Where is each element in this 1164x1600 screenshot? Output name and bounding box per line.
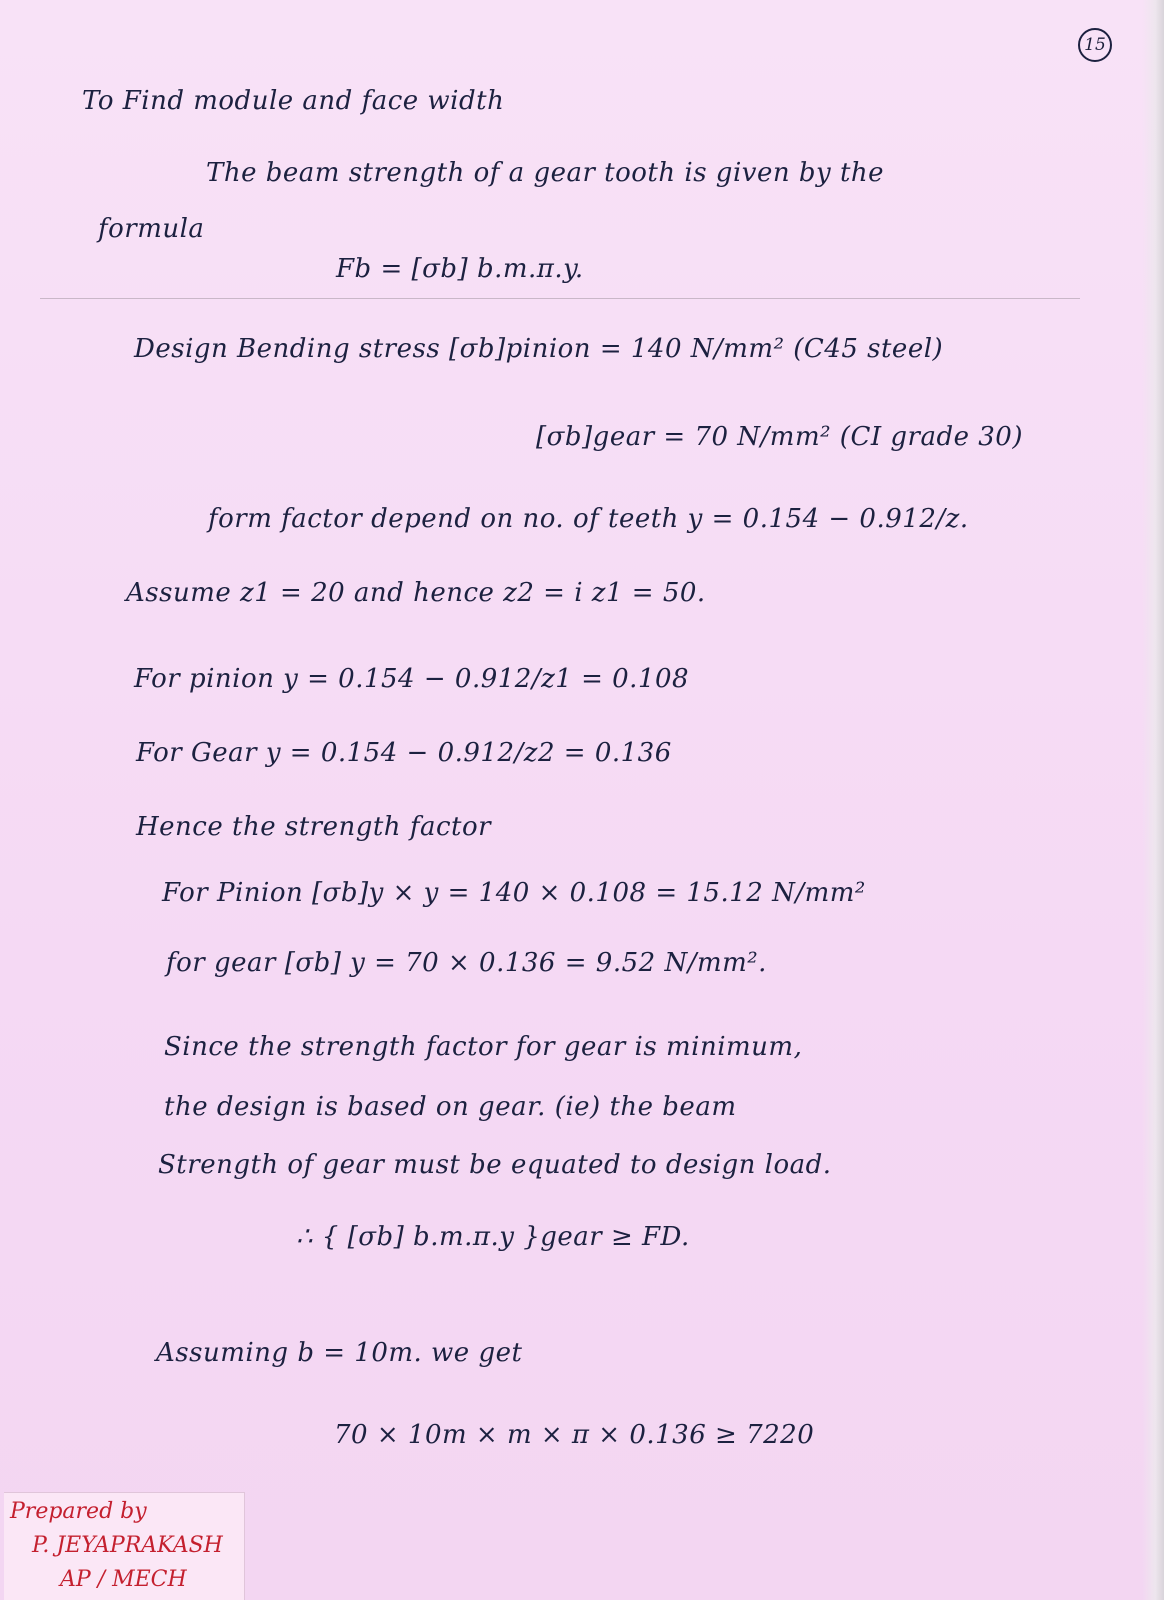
text-line: For Gear y = 0.154 − 0.912/z2 = 0.136 xyxy=(136,738,672,768)
text-line: the design is based on gear. (ie) the beam xyxy=(164,1092,737,1122)
credit-line: Prepared by xyxy=(10,1499,147,1524)
text-line: Strength of gear must be equated to design load. xyxy=(158,1150,832,1180)
text-line: For pinion y = 0.154 − 0.912/z1 = 0.108 xyxy=(134,664,690,694)
text-line: The beam strength of a gear tooth is given by the xyxy=(206,158,885,188)
formula-result: 70 × 10m × m × π × 0.136 ≥ 7220 xyxy=(334,1420,815,1450)
text-line: form factor depend on no. of teeth y = 0.154 − 0.912/z. xyxy=(208,504,969,534)
credit-author: P. JEYAPRAKASH xyxy=(32,1533,223,1558)
faint-ruled-line xyxy=(40,298,1080,299)
credit-box xyxy=(4,1492,245,1600)
heading: To Find module and face width xyxy=(82,86,505,116)
formula-beam-strength: Fb = [σb] b.m.π.y. xyxy=(336,254,584,284)
text-line: formula xyxy=(98,214,205,244)
formula-condition: ∴ { [σb] b.m.π.y }gear ≥ FD. xyxy=(296,1222,690,1252)
page-number: 15 xyxy=(1078,28,1112,62)
text-line: [σb]gear = 70 N/mm² (CI grade 30) xyxy=(536,422,1023,452)
text-line: Since the strength factor for gear is minimum, xyxy=(164,1032,803,1062)
text-line: Hence the strength factor xyxy=(136,812,492,842)
page-edge xyxy=(1142,0,1164,1600)
text-line: Design Bending stress [σb]pinion = 140 N/mm² (C45 steel) xyxy=(134,334,944,364)
text-line: Assume z1 = 20 and hence z2 = i z1 = 50. xyxy=(126,578,706,608)
text-line: For Pinion [σb]y × y = 140 × 0.108 = 15.12 N/mm² xyxy=(162,878,866,908)
text-line: Assuming b = 10m. we get xyxy=(156,1338,523,1368)
credit-designation: AP / MECH xyxy=(60,1567,187,1592)
text-line: for gear [σb] y = 70 × 0.136 = 9.52 N/mm². xyxy=(166,948,767,978)
